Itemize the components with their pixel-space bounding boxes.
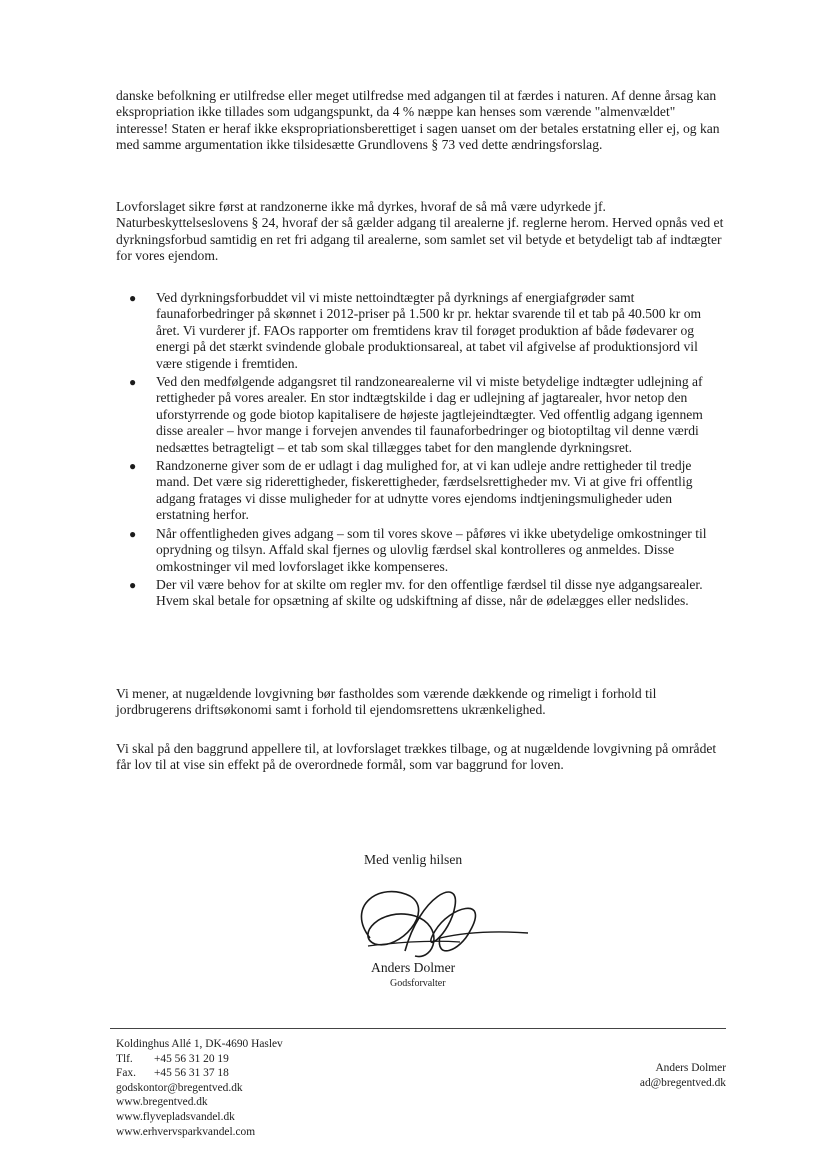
fax-label: Fax.: [116, 1067, 136, 1080]
closing-greeting: Med venlig hilsen: [364, 852, 463, 867]
bullet-icon: ●: [129, 577, 137, 592]
phone-number: +45 56 31 20 19: [154, 1052, 229, 1065]
body-paragraph: Lovforslaget sikre først at randzonerne ikke må dyrkes, hvoraf de så må være udyrkede jf. Naturbeskyttelseslovens § 24, hvoraf der så gælder adgang til arealerne jf. reglerne herom. Herved opnås ved et dyrkningsforbud samtidig en ret fri adgang til arealerne, som samlet set vil betyde et betydeligt tab af indtægter for vores ejendom.: [116, 199, 724, 264]
list-item: [116, 290, 726, 372]
phone-label: Tlf.: [116, 1052, 133, 1065]
list-item: [116, 577, 726, 610]
list-item-text: Ved dyrkningsforbuddet vil vi miste nettoindtægter på dyrknings af energiafgrøder samt faunaforbedringer på skønnet i 2012-priser på 1.500 kr pr. hektar svarende til et tab på 40.500 kr om året. Vi vurderer jf. FAOs rapporter om fremtidens krav til forøget produktion af både fødevarer og energi på det stærkt svindende globale produktionsareal, at tabet vil afgivelse af produktionsjord vil være stigende i fremtiden.: [156, 290, 702, 371]
signatory-title: Godsforvalter: [390, 978, 446, 989]
bullet-list: [116, 290, 726, 612]
list-item: [116, 458, 726, 524]
list-item: [116, 374, 726, 456]
list-item-text: Når offentligheden gives adgang – som til vores skove – påføres vi ikke ubetydelige omkostninger til oprydning og tilsyn. Affald skal fjernes og ulovlig færdsel skal kontrolleres og anmeldes. Disse omkostninger vil med lovforslaget ikke kompenseres.: [156, 525, 707, 574]
list-item-text: Der vil være behov for at skilte om regler mv. for den offentlige færdsel til disse nye adgangsarealer. Hvem skal betale for opsætning af skilte og udskiftning af disse, når de ødelægges eller nedslides.: [156, 576, 703, 609]
footer-web-link[interactable]: www.erhvervsparkvandel.com: [116, 1125, 256, 1138]
body-paragraph: Vi mener, at nugældende lovgivning bør fastholdes som værende dækkende og rimeligt i forhold til jordbrugerens driftsøkonomi samt i forhold til ejendomsrettens ukrænkelighed.: [116, 686, 657, 718]
bullet-icon: ●: [129, 459, 137, 474]
footer-web-link[interactable]: www.bregentved.dk: [116, 1096, 208, 1109]
footer-email-link[interactable]: godskontor@bregentved.dk: [116, 1081, 243, 1094]
bullet-icon: ●: [129, 375, 137, 390]
footer-web-link[interactable]: www.flyvepladsvandel.dk: [116, 1110, 235, 1123]
footer-divider: [110, 1028, 726, 1029]
list-item-text: Ved den medfølgende adgangsret til randzonearealerne vil vi miste betydelige indtægter udlejning af rettigheder på vores arealer. En stor indtægtskilde i dag er udlejning af jagtarealer, hvor netop den uforstyrrende og gode biotop kapitalisere de højeste jagtlejeindtægter. Ved offentlig adgang igennem disse arealer – hvor mange i forvejen anvendes til faunaforbedringer og biotoptiltag vil denne værdi nedsættes betragteligt – et tab som skal tillægges tabet for den manglende dyrkningsret.: [156, 374, 703, 455]
contact-name: Anders Dolmer: [655, 1062, 726, 1074]
bullet-icon: ●: [129, 291, 137, 305]
list-item: [116, 526, 726, 575]
bullet-icon: ●: [129, 526, 137, 541]
list-item-text: Randzonerne giver som de er udlagt i dag mulighed for, at vi kan udleje andre rettigheder til tredje mand. Det være sig riderettigheder, fiskerettigheder, færdselsrettigheder mv. Vi at give fri offentlig adgang fratages vi disse muligheder for at udnytte vores ejendoms indtjeningsmuligheder uden erstatning herfor.: [156, 458, 693, 523]
contact-email-link[interactable]: ad@bregentved.dk: [639, 1076, 726, 1089]
footer-contact-block: [640, 1061, 726, 1090]
body-paragraph: Vi skal på den baggrund appellere til, at lovforslaget trækkes tilbage, og at nugældende lovgivning på området får lov til at vise sin effekt på de overordnede formål, som var baggrund for loven.: [116, 741, 717, 773]
signatory-name: Anders Dolmer: [371, 960, 456, 975]
body-paragraph: danske befolkning er utilfredse eller meget utilfredse med adgangen til at færdes i naturen. Af denne årsag kan ekspropriation ikke tillades som udgangspunkt, da 4 % næppe kan henses som værende "almenvældet" interesse! Staten er heraf ikke ekspropriationsberettiget i sagen uanset om der betales erstatning eller ej, og kan med samme argumentation ikke tilsidesætte Grundlovens § 73 ved dette ændringsforslag.: [116, 88, 720, 153]
footer-address-block: [116, 1037, 283, 1139]
footer-address: Koldinghus Allé 1, DK-4690 Haslev: [116, 1038, 283, 1050]
fax-number: +45 56 31 37 18: [154, 1067, 229, 1080]
